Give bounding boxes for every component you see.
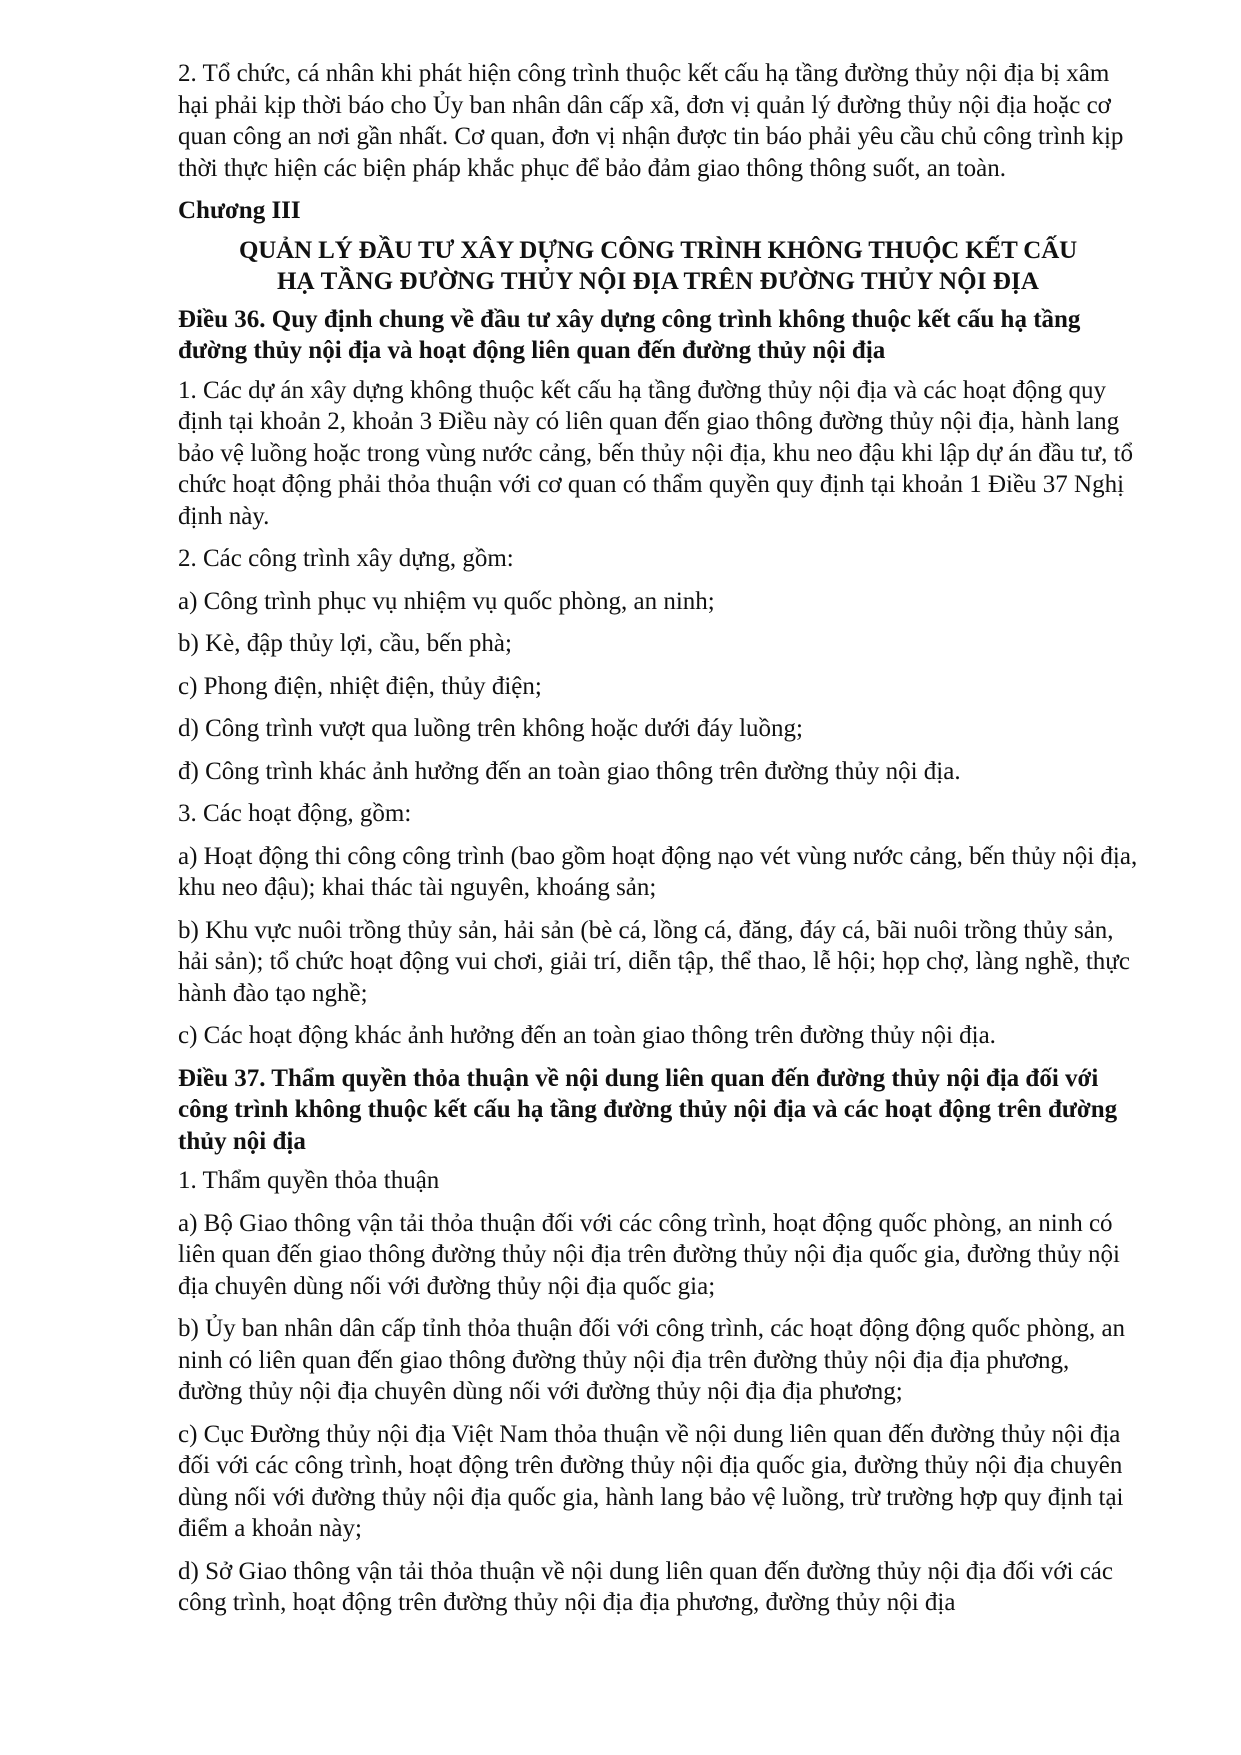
article-36-clause-3a: a) Hoạt động thi công công trình (bao gồm hoạt động nạo vét vùng nước cảng, bến thủy nội địa, khu neo đậu); khai thác tài nguyên, khoáng sản; [178,842,1138,901]
article-36-clause-3b: b) Khu vực nuôi trồng thủy sản, hải sản (bè cá, lồng cá, đăng, đáy cá, bãi nuôi trồng thủy sản, hải sản); tổ chức hoạt động vui chơi, giải trí, diễn tập, thể thao, lễ hội; họp chợ, làng nghề, thực hành đào tạo nghề; [178,916,1130,1007]
article-36-clause-2d: d) Công trình vượt qua luồng trên không hoặc dưới đáy luồng; [178,715,803,742]
intro-paragraph: 2. Tổ chức, cá nhân khi phát hiện công trình thuộc kết cấu hạ tầng đường thủy nội địa bị xâm hại phải kịp thời báo cho Ủy ban nhân dân cấp xã, đơn vị quản lý đường thủy nội địa hoặc cơ quan công an nơi gần nhất. Cơ quan, đơn vị nhận được tin báo phải yêu cầu chủ công trình kịp thời thực hiện các biện pháp khắc phục để bảo đảm giao thông thông suốt, an toàn. [178,60,1124,182]
article-37-title: Điều 37. Thẩm quyền thỏa thuận về nội dung liên quan đến đường thủy nội địa đối với công trình không thuộc kết cấu hạ tầng đường thủy nội địa và các hoạt động trên đường thủy nội địa [178,1064,1118,1155]
document-page [178,58,1138,1630]
article-36-clause-3: 3. Các hoạt động, gồm: [178,800,412,827]
article-37-clause-1: 1. Thẩm quyền thỏa thuận [178,1167,440,1194]
article-37-clause-1c: c) Cục Đường thủy nội địa Việt Nam thỏa thuận về nội dung liên quan đến đường thủy nội địa đối với các công trình, hoạt động trên đường thủy nội địa quốc gia, đường thủy nội địa chuyên dùng nối với đường thủy nội địa quốc gia, hành lang bảo vệ luồng, trừ trường hợp quy định tại điểm a khoản này; [178,1420,1124,1542]
chapter-label: Chương III [178,197,301,224]
article-36-clause-2dd: đ) Công trình khác ảnh hưởng đến an toàn giao thông trên đường thủy nội địa. [178,757,961,785]
chapter-title-line-1: QUẢN LÝ ĐẦU TƯ XÂY DỰNG CÔNG TRÌNH KHÔNG THUỘC KẾT CẤU [238,236,1078,264]
article-36-title: Điều 36. Quy định chung về đầu tư xây dựng công trình không thuộc kết cấu hạ tầng đường thủy nội địa và hoạt động liên quan đến đường thủy nội địa [178,305,1081,364]
article-36-clause-2: 2. Các công trình xây dựng, gồm: [178,545,514,572]
article-37-clause-1a: a) Bộ Giao thông vận tải thỏa thuận đối với các công trình, hoạt động quốc phòng, an ninh có liên quan đến giao thông đường thủy nội địa trên đường thủy nội địa quốc gia, đường thủy nội địa chuyên dùng nối với đường thủy nội địa quốc gia; [178,1209,1120,1300]
article-37-clause-1b: b) Ủy ban nhân dân cấp tỉnh thỏa thuận đối với công trình, các hoạt động động quốc phòng, an ninh có liên quan đến giao thông đường thủy nội địa trên đường thủy nội địa địa phương, đường thủy nội địa chuyên dùng nối với đường thủy nội địa địa phương; [178,1315,1126,1405]
article-36-clause-2b: b) Kè, đập thủy lợi, cầu, bến phà; [178,630,512,657]
article-36-clause-3c: c) Các hoạt động khác ảnh hưởng đến an toàn giao thông trên đường thủy nội địa. [178,1022,996,1049]
article-37-clause-1d: d) Sở Giao thông vận tải thỏa thuận về nội dung liên quan đến đường thủy nội địa đối với các công trình, hoạt động trên đường thủy nội địa địa phương, đường thủy nội địa [178,1557,1113,1616]
article-36-clause-1: 1. Các dự án xây dựng không thuộc kết cấu hạ tầng đường thủy nội địa và các hoạt động quy định tại khoản 2, khoản 3 Điều này có liên quan đến giao thông đường thủy nội địa, hành lang bảo vệ luồng hoặc trong vùng nước cảng, bến thủy nội địa, khu neo đậu khi lập dự án đầu tư, tổ chức hoạt động phải thỏa thuận với cơ quan có thẩm quyền quy định tại khoản 1 Điều 37 Nghị định này. [178,376,1134,530]
chapter-title [178,235,1138,298]
chapter-title-line-2: HẠ TẦNG ĐƯỜNG THỦY NỘI ĐỊA TRÊN ĐƯỜNG THỦY NỘI ĐỊA [276,268,1040,295]
article-36-clause-2a: a) Công trình phục vụ nhiệm vụ quốc phòng, an ninh; [178,587,715,615]
article-36-clause-2c: c) Phong điện, nhiệt điện, thủy điện; [178,672,542,700]
